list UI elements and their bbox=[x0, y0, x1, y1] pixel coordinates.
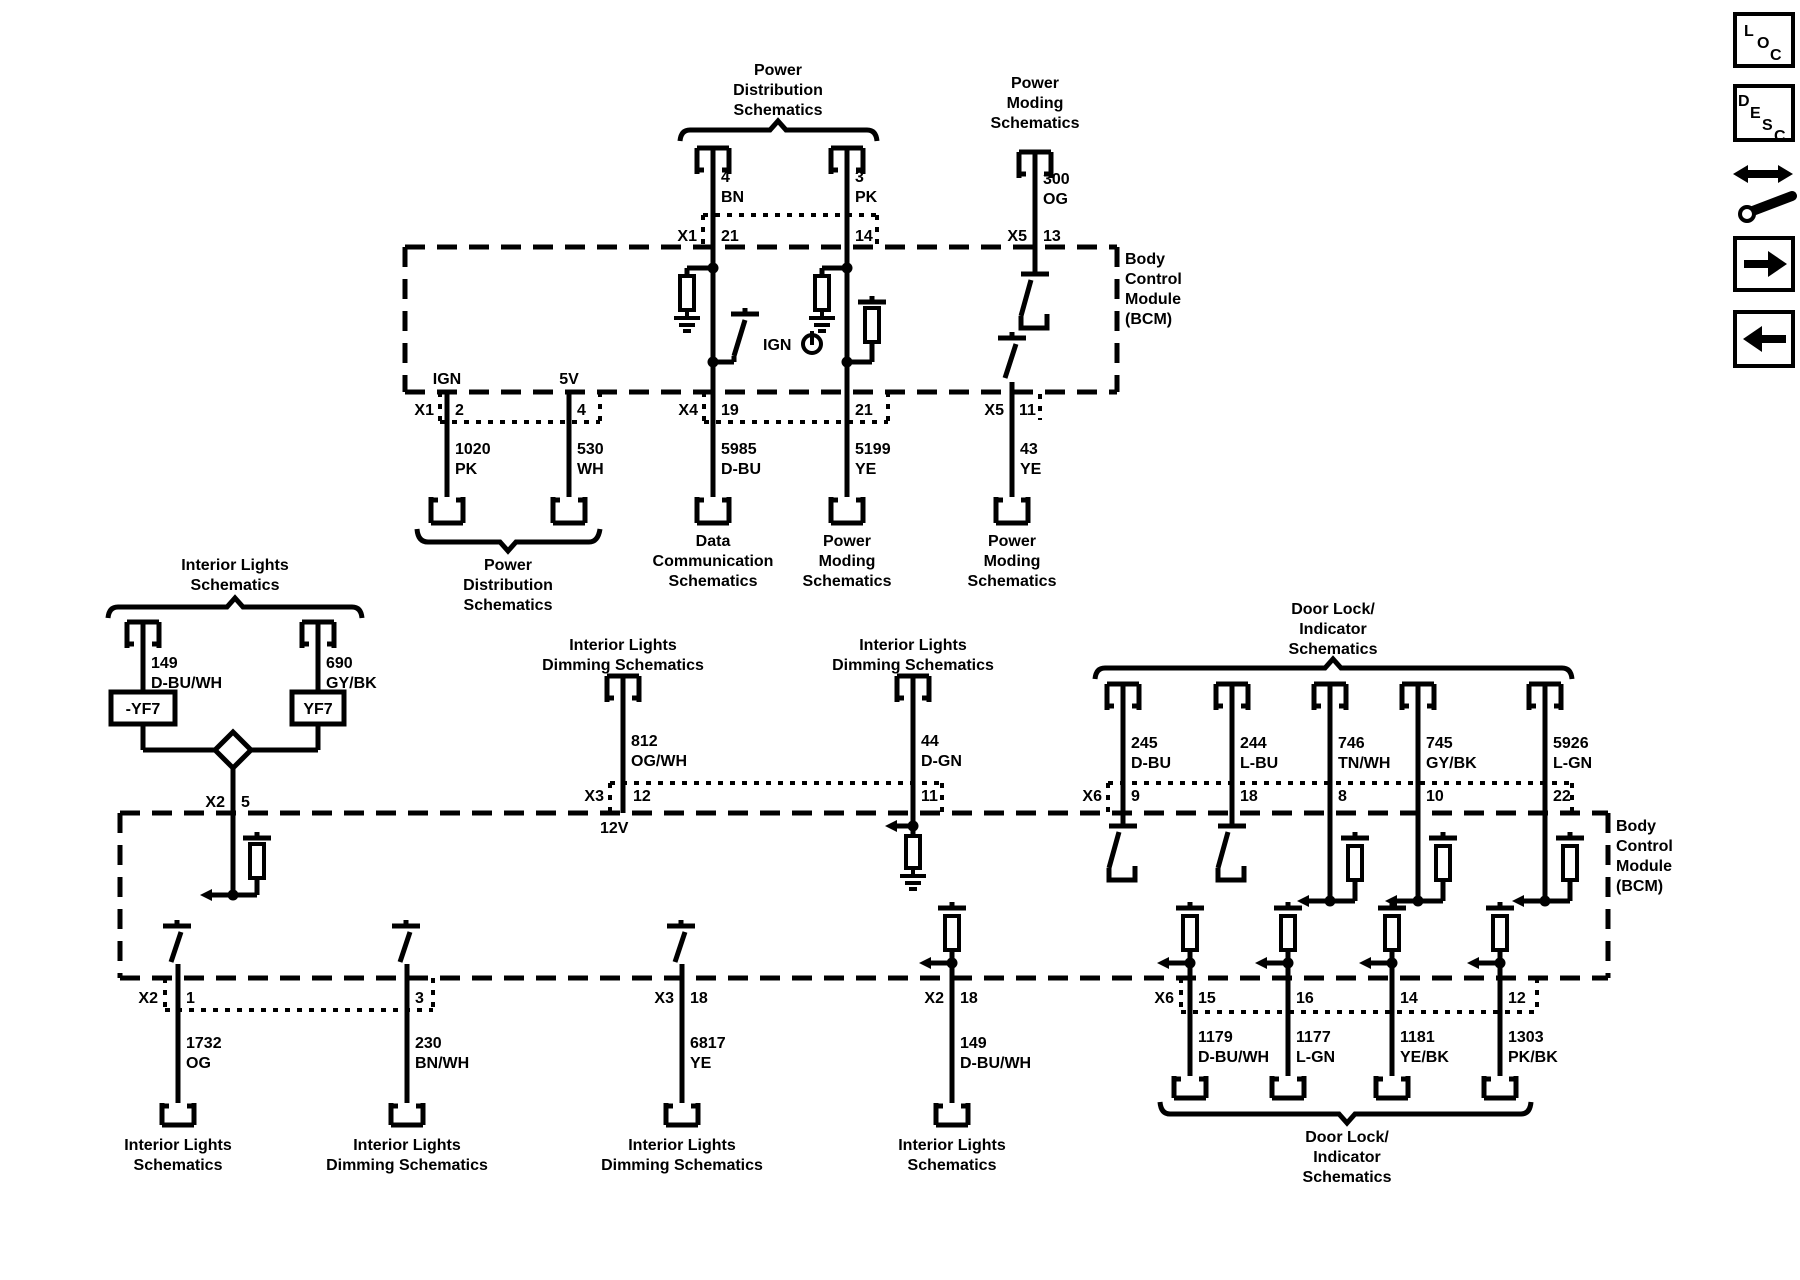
connector-label: X6 bbox=[1082, 788, 1102, 805]
bcm-label-line: Body bbox=[1125, 251, 1165, 268]
dimming-footer-mid bbox=[601, 1137, 763, 1174]
wire-label-690-gybk bbox=[326, 655, 377, 692]
loc-label[interactable] bbox=[1744, 23, 1782, 64]
wire-color: PK/BK bbox=[1508, 1049, 1558, 1066]
desc-letter: D bbox=[1738, 93, 1750, 110]
option-code: -YF7 bbox=[125, 701, 161, 718]
wire-label-245-dbu bbox=[1131, 735, 1171, 772]
wire-color: WH bbox=[577, 461, 604, 478]
offpage-connector-icon bbox=[1174, 1076, 1206, 1098]
pin-number: 3 bbox=[415, 990, 424, 1007]
brace-icon bbox=[417, 529, 600, 551]
wire-label-1732-og bbox=[186, 1035, 222, 1072]
circuit-number: 746 bbox=[1338, 735, 1365, 752]
pin-number: 16 bbox=[1296, 990, 1314, 1007]
ign-switch-label: IGN bbox=[763, 337, 792, 354]
bcm-label-line: Module bbox=[1125, 291, 1181, 308]
offpage-connector-icon bbox=[996, 497, 1028, 523]
offpage-connector-icon bbox=[697, 497, 729, 523]
header-line: Interior Lights bbox=[569, 637, 677, 654]
desc-button[interactable] bbox=[1735, 86, 1793, 145]
header-line: Interior Lights bbox=[181, 557, 289, 574]
internal-driver-switch-x6-18 bbox=[1218, 820, 1246, 880]
internal-switch-x2-1 bbox=[163, 920, 191, 962]
power-distribution-header bbox=[680, 62, 877, 141]
desc-letter: C bbox=[1774, 128, 1786, 145]
connector-label: X3 bbox=[584, 788, 604, 805]
circuit-number: 1181 bbox=[1400, 1029, 1435, 1046]
wire-label-812-ogwh bbox=[631, 733, 687, 770]
pin-number: 11 bbox=[921, 788, 938, 805]
wire-color: L-GN bbox=[1296, 1049, 1336, 1066]
internal-source-x6-12 bbox=[1467, 902, 1514, 969]
internal-source-x6-16 bbox=[1255, 902, 1302, 969]
circuit-number: 745 bbox=[1426, 735, 1453, 752]
connector-label: X5 bbox=[1007, 228, 1027, 245]
circuit-number: 5926 bbox=[1553, 735, 1589, 752]
pin-number: 1 bbox=[186, 990, 195, 1007]
power-moding-footer-1 bbox=[803, 533, 892, 590]
footer-line: Dimming Schematics bbox=[601, 1157, 763, 1174]
next-button[interactable] bbox=[1735, 238, 1793, 290]
footer-line: Interior Lights bbox=[898, 1137, 1006, 1154]
brace-icon bbox=[1160, 1102, 1531, 1123]
connector-label: X4 bbox=[678, 402, 698, 419]
internal-source-x6-14 bbox=[1359, 902, 1406, 969]
connector-label-x2-5 bbox=[205, 794, 250, 811]
signal-label-ign: IGN bbox=[432, 371, 462, 388]
loc-button[interactable] bbox=[1735, 14, 1793, 66]
circuit-number: 4 bbox=[721, 169, 730, 186]
wire-label-6817-ye bbox=[690, 1035, 726, 1072]
pin-number: 19 bbox=[721, 402, 739, 419]
signal-label-12v: 12V bbox=[600, 820, 629, 837]
offpage-connector-icon bbox=[431, 497, 463, 523]
internal-44-sink-ground bbox=[885, 820, 926, 889]
header-line: Schematics bbox=[1288, 641, 1378, 658]
brace-icon bbox=[1095, 659, 1572, 679]
connector-band-x3-top bbox=[584, 783, 942, 813]
left-arrow-icon bbox=[1762, 335, 1786, 343]
loc-letter: L bbox=[1744, 23, 1754, 40]
header-line: Moding bbox=[1006, 95, 1064, 112]
power-distribution-footer bbox=[463, 557, 553, 614]
bcm-label-line: (BCM) bbox=[1616, 878, 1664, 895]
option-code: YF7 bbox=[303, 701, 333, 718]
footer-line: Schematics bbox=[802, 573, 892, 590]
dimming-footer-left bbox=[326, 1137, 488, 1174]
connector-label: X2 bbox=[205, 794, 225, 811]
bcm-label-line: Module bbox=[1616, 858, 1672, 875]
footer-line: Schematics bbox=[668, 573, 758, 590]
wire-color: BN bbox=[721, 189, 745, 206]
footer-line: Moding bbox=[983, 553, 1041, 570]
wire-label-149-dbuwh bbox=[151, 655, 222, 692]
internal-driver-switch-x6-9 bbox=[1109, 820, 1137, 880]
footer-line: Interior Lights bbox=[124, 1137, 232, 1154]
connector-label: X5 bbox=[984, 402, 1004, 419]
offpage-connector-icon bbox=[1376, 1076, 1408, 1098]
desc-letter: E bbox=[1750, 105, 1761, 122]
pin-number: 18 bbox=[690, 990, 708, 1007]
interior-lights-footer bbox=[124, 1137, 232, 1174]
pin-number: 15 bbox=[1198, 990, 1216, 1007]
wire-color: OG bbox=[1043, 191, 1068, 208]
footer-line: Schematics bbox=[463, 597, 553, 614]
connector-band-x2-bottom bbox=[138, 978, 433, 1010]
wire-color: YE bbox=[1020, 461, 1042, 478]
wire-label-244-lbu bbox=[1240, 735, 1278, 772]
internal-ign-switch bbox=[708, 308, 822, 368]
wire-color: OG bbox=[186, 1055, 211, 1072]
wire-label-5199-ye bbox=[855, 441, 891, 478]
arrow-icon bbox=[919, 957, 931, 969]
header-line: Power bbox=[1010, 75, 1060, 92]
wire-color: L-BU bbox=[1240, 755, 1279, 772]
circuit-number: 690 bbox=[326, 655, 353, 672]
loc-letter: O bbox=[1757, 35, 1770, 52]
connector-band-x6-top bbox=[1082, 783, 1572, 813]
signal-label-5v: 5V bbox=[559, 371, 579, 388]
connector-band-x4-bottom bbox=[678, 392, 888, 422]
offpage-connector-icon bbox=[391, 1103, 423, 1125]
wire-label-1303-pkbk bbox=[1508, 1029, 1558, 1066]
right-arrow-icon bbox=[1744, 260, 1768, 268]
data-communication-footer bbox=[653, 533, 774, 590]
header-line: Interior Lights bbox=[859, 637, 967, 654]
connector-label: X2 bbox=[138, 990, 158, 1007]
circuit-number: 1020 bbox=[455, 441, 491, 458]
prev-button[interactable] bbox=[1735, 312, 1793, 366]
footer-line: Power bbox=[822, 533, 872, 550]
compare-wrench-icon[interactable] bbox=[1733, 165, 1793, 221]
pin-number: 22 bbox=[1553, 788, 1571, 805]
pin-number: 4 bbox=[577, 402, 586, 419]
arrow-icon bbox=[885, 820, 897, 832]
interior-lights-header bbox=[108, 557, 362, 618]
offpage-connector-icon bbox=[936, 1103, 968, 1125]
offpage-connector-icon bbox=[1484, 1076, 1516, 1098]
door-lock-header bbox=[1095, 601, 1572, 679]
circuit-number: 230 bbox=[415, 1035, 442, 1052]
bcm-box-bottom-label bbox=[1616, 818, 1673, 895]
pin-number: 11 bbox=[1019, 402, 1036, 419]
connector-band-x1-bottom bbox=[414, 392, 600, 422]
circuit-number: 1303 bbox=[1508, 1029, 1544, 1046]
footer-line: Indicator bbox=[1313, 1149, 1381, 1166]
bcm-label-line: Control bbox=[1616, 838, 1673, 855]
pin-number: 13 bbox=[1043, 228, 1061, 245]
wire-color: L-GN bbox=[1553, 755, 1593, 772]
interior-lights-footer-mid bbox=[898, 1137, 1006, 1174]
bcm-label-line: Body bbox=[1616, 818, 1656, 835]
wire-color: D-BU/WH bbox=[1198, 1049, 1270, 1066]
pin-number: 5 bbox=[241, 794, 250, 811]
wire-color: OG/WH bbox=[631, 753, 687, 770]
splice-diamond-icon bbox=[215, 732, 251, 768]
header-line: Dimming Schematics bbox=[832, 657, 994, 674]
circuit-number: 1179 bbox=[1198, 1029, 1233, 1046]
bcm-label-line: (BCM) bbox=[1125, 311, 1173, 328]
circuit-number: 812 bbox=[631, 733, 658, 750]
internal-driver-switch-x5-13 bbox=[1021, 268, 1049, 328]
power-icon bbox=[803, 331, 821, 353]
loc-letter: C bbox=[1770, 47, 1782, 64]
footer-line: Moding bbox=[818, 553, 876, 570]
wire-color: D-BU/WH bbox=[960, 1055, 1032, 1072]
arrow-icon bbox=[1512, 895, 1524, 907]
footer-line: Schematics bbox=[1302, 1169, 1392, 1186]
brace-icon bbox=[108, 598, 362, 618]
circuit-number: 1177 bbox=[1296, 1029, 1331, 1046]
pin-number: 8 bbox=[1338, 788, 1347, 805]
header-line: Schematics bbox=[733, 102, 823, 119]
internal-source-x6-15 bbox=[1157, 902, 1204, 969]
internal-switch-x5-11 bbox=[998, 332, 1026, 378]
circuit-number: 300 bbox=[1043, 171, 1070, 188]
wire-label-746-tnwh bbox=[1338, 735, 1390, 772]
arrow-icon bbox=[1297, 895, 1309, 907]
pin-number: 2 bbox=[455, 402, 464, 419]
wire-label-1020-pk bbox=[455, 441, 491, 478]
footer-line: Communication bbox=[652, 553, 774, 570]
pin-number: 14 bbox=[855, 228, 873, 245]
header-line: Indicator bbox=[1299, 621, 1367, 638]
wire-label-5985-dbu bbox=[721, 441, 761, 478]
footer-line: Distribution bbox=[463, 577, 553, 594]
footer-line: Schematics bbox=[133, 1157, 223, 1174]
offpage-connector-icon bbox=[666, 1103, 698, 1125]
pin-number: 12 bbox=[633, 788, 651, 805]
wire-label-5926-lgn bbox=[1553, 735, 1592, 772]
brace-icon bbox=[680, 121, 877, 141]
offpage-connector-icon bbox=[553, 497, 585, 523]
wire-label-43-ye bbox=[1020, 441, 1042, 478]
connector-label: X1 bbox=[677, 228, 697, 245]
circuit-number: 5985 bbox=[721, 441, 757, 458]
pin-number: 18 bbox=[960, 990, 978, 1007]
footer-line: Data bbox=[695, 533, 731, 550]
pin-number: 21 bbox=[855, 402, 873, 419]
wire-label-3-pk bbox=[855, 169, 878, 206]
offpage-connector-icon bbox=[162, 1103, 194, 1125]
internal-x2-5-sink bbox=[200, 813, 271, 901]
wire-label-1181-yebk bbox=[1400, 1029, 1449, 1066]
wire-label-44-dgn bbox=[921, 733, 962, 770]
internal-sink-x6-10 bbox=[1385, 832, 1457, 907]
wire-color: D-BU bbox=[1131, 755, 1171, 772]
wire-color: D-BU bbox=[721, 461, 761, 478]
wire-label-745-gybk bbox=[1426, 735, 1477, 772]
footer-line: Door Lock/ bbox=[1305, 1129, 1389, 1146]
arrow-icon bbox=[1157, 957, 1169, 969]
wire-label-300-og bbox=[1043, 171, 1070, 208]
circuit-number: 1732 bbox=[186, 1035, 222, 1052]
bcm-box-bottom bbox=[120, 813, 1608, 978]
desc-letter: S bbox=[1762, 117, 1773, 134]
dimming-header-1 bbox=[542, 637, 704, 674]
wire-color: GY/BK bbox=[326, 675, 377, 692]
header-line: Distribution bbox=[733, 82, 823, 99]
power-moding-header bbox=[991, 75, 1080, 132]
wire-color: YE bbox=[855, 461, 877, 478]
bcm-box-top-label bbox=[1125, 251, 1182, 328]
footer-line: Interior Lights bbox=[628, 1137, 736, 1154]
power-moding-footer-2 bbox=[968, 533, 1057, 590]
wire-label-1177-lgn bbox=[1296, 1029, 1335, 1066]
desc-label[interactable] bbox=[1738, 93, 1786, 145]
header-line: Schematics bbox=[190, 577, 280, 594]
dimming-header-2 bbox=[832, 637, 994, 674]
option-box-yf7 bbox=[292, 692, 344, 724]
wire-color: D-GN bbox=[921, 753, 962, 770]
circuit-number: 6817 bbox=[690, 1035, 726, 1052]
bcm-box-top bbox=[405, 247, 1117, 392]
internal-switch-x3-18 bbox=[667, 920, 695, 962]
door-lock-footer bbox=[1303, 1129, 1392, 1186]
wire-color: TN/WH bbox=[1338, 755, 1391, 772]
wire-label-530-wh bbox=[577, 441, 604, 478]
circuit-number: 5199 bbox=[855, 441, 891, 458]
pin-number: 18 bbox=[1240, 788, 1258, 805]
header-line: Schematics bbox=[990, 115, 1080, 132]
circuit-number: 149 bbox=[960, 1035, 987, 1052]
footer-line: Schematics bbox=[907, 1157, 997, 1174]
offpage-connector-icon bbox=[831, 497, 863, 523]
wire-color: PK bbox=[455, 461, 478, 478]
footer-line: Power bbox=[987, 533, 1037, 550]
wire-color: YE bbox=[690, 1055, 712, 1072]
footer-line: Interior Lights bbox=[353, 1137, 461, 1154]
circuit-number: 244 bbox=[1240, 735, 1267, 752]
circuit-number: 149 bbox=[151, 655, 178, 672]
wire-color: YE/BK bbox=[1400, 1049, 1449, 1066]
footer-line: Schematics bbox=[967, 573, 1057, 590]
pin-number: 21 bbox=[721, 228, 739, 245]
arrow-icon bbox=[1467, 957, 1479, 969]
connector-band-x6-bottom bbox=[1154, 978, 1537, 1012]
connector-label: X3 bbox=[654, 990, 674, 1007]
bcm-label-line: Control bbox=[1125, 271, 1182, 288]
pin-number: 9 bbox=[1131, 788, 1140, 805]
wire-color: BN/WH bbox=[415, 1055, 470, 1072]
arrow-icon bbox=[200, 889, 212, 901]
header-line: Door Lock/ bbox=[1291, 601, 1375, 618]
wire-label-230-bnwh bbox=[415, 1035, 469, 1072]
offpage-connector-icon bbox=[1272, 1076, 1304, 1098]
pin-number: 14 bbox=[1400, 990, 1418, 1007]
internal-sink-x6-22 bbox=[1512, 832, 1584, 907]
arrow-icon bbox=[1255, 957, 1267, 969]
internal-switch-x2-3 bbox=[392, 920, 420, 962]
wire-color: PK bbox=[855, 189, 878, 206]
pin-number: 12 bbox=[1508, 990, 1526, 1007]
pin-number: 10 bbox=[1426, 788, 1444, 805]
circuit-number: 44 bbox=[921, 733, 939, 750]
header-line: Dimming Schematics bbox=[542, 657, 704, 674]
header-line: Power bbox=[753, 62, 803, 79]
connector-label: X6 bbox=[1154, 990, 1174, 1007]
internal-x2-18-source bbox=[919, 902, 966, 969]
footer-line: Dimming Schematics bbox=[326, 1157, 488, 1174]
circuit-number: 530 bbox=[577, 441, 604, 458]
connector-label: X1 bbox=[414, 402, 434, 419]
wire-label-149b-dbuwh bbox=[960, 1035, 1031, 1072]
connector-label: X2 bbox=[924, 990, 944, 1007]
circuit-number: 245 bbox=[1131, 735, 1158, 752]
footer-line: Power bbox=[483, 557, 533, 574]
wire-label-4-bn bbox=[721, 169, 744, 206]
circuit-number: 43 bbox=[1020, 441, 1038, 458]
arrow-icon bbox=[1359, 957, 1371, 969]
internal-sink-x6-8 bbox=[1297, 832, 1369, 907]
wire-label-1179-dbuwh bbox=[1198, 1029, 1269, 1066]
circuit-number: 3 bbox=[855, 169, 864, 186]
option-box-minus-yf7 bbox=[111, 692, 175, 724]
wire-color: GY/BK bbox=[1426, 755, 1477, 772]
wire-color: D-BU/WH bbox=[151, 675, 223, 692]
